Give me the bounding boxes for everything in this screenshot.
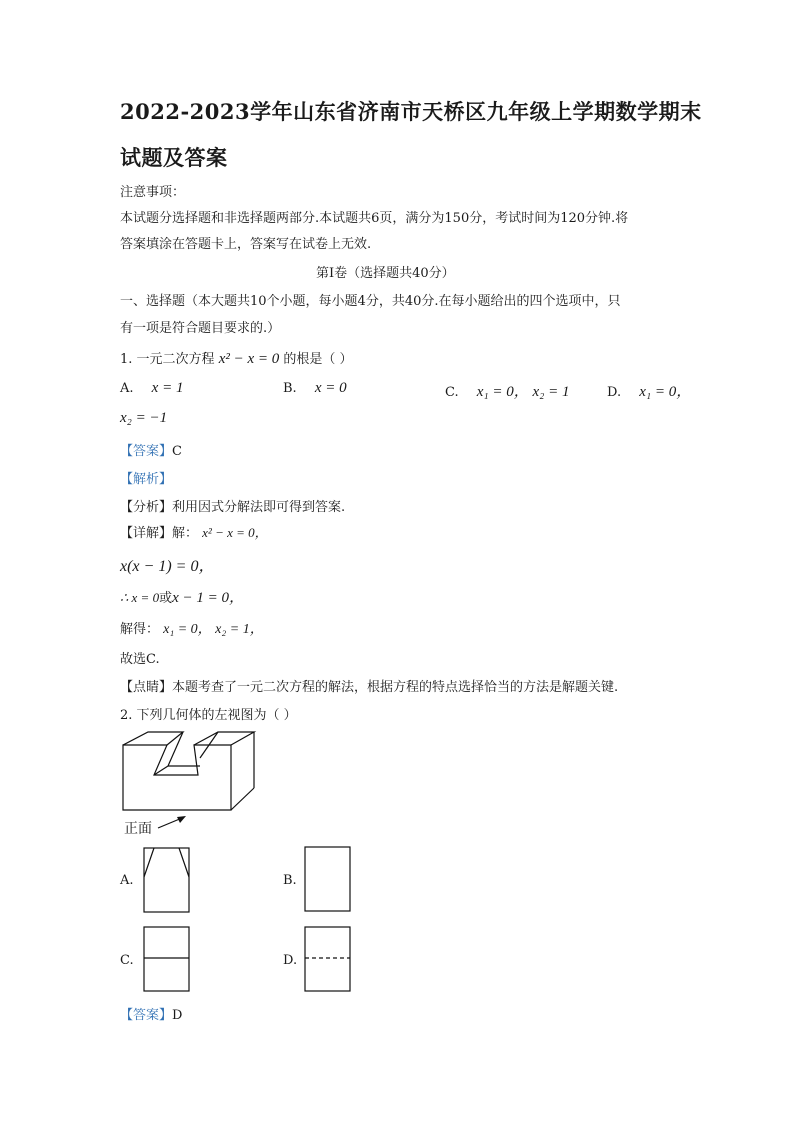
- option-text: x₁ = 0，: [639, 384, 692, 400]
- q2-answer-line: [120, 1004, 182, 1023]
- q2-option-a-figure[interactable]: [143, 847, 191, 914]
- option-b[interactable]: [283, 380, 347, 397]
- analysis-text: 【分析】利用因式分解法即可得到答案.: [120, 500, 346, 515]
- q2-option-a-letter: A.: [120, 873, 134, 888]
- option-text: x = 1: [151, 380, 184, 396]
- option-letter: A.: [120, 381, 134, 396]
- answer-value: C: [172, 444, 182, 459]
- q2-option-c-letter: C.: [120, 953, 134, 968]
- solid-figure: [118, 728, 263, 818]
- option-c[interactable]: [445, 380, 570, 401]
- front-label: 正面: [124, 821, 152, 837]
- answer-value: D: [172, 1008, 183, 1023]
- page-title: 2022-2023学年山东省济南市天桥区九年级上学期数学期末: [120, 99, 702, 124]
- q2-option-c-figure[interactable]: [143, 926, 191, 993]
- step-3-equation: x₁ = 0， x₂ = 1，: [163, 622, 264, 637]
- step-2-part-a: ∴ x = 0: [120, 590, 160, 605]
- step-2-or: 或: [159, 591, 173, 606]
- detail-line: [120, 522, 268, 541]
- analysis-tag: 【解析】: [120, 472, 173, 487]
- solution-step-2: [120, 586, 244, 607]
- solution-step-1: x(x − 1) = 0，: [120, 558, 215, 575]
- part-heading: 第Ⅰ卷（选择题共40分）: [316, 266, 455, 281]
- option-text: x = 0: [314, 380, 347, 396]
- section-heading-cont: 有一项是符合题目要求的.）: [120, 321, 281, 336]
- notice-text-cont: 答案填涂在答题卡上，答案写在试卷上无效.: [120, 237, 372, 252]
- q2-option-b-figure[interactable]: [304, 846, 352, 913]
- q2-option-d-figure[interactable]: [304, 926, 352, 993]
- detail-prefix: 【详解】解：: [120, 526, 199, 541]
- notice-heading: 注意事项：: [120, 185, 186, 200]
- solution-step-3: [120, 618, 264, 638]
- arrow-icon: [157, 812, 189, 832]
- question-1-suffix: 的根是（ ）: [283, 352, 353, 367]
- detail-equation: x² − x = 0，: [202, 525, 268, 540]
- section-heading: 一、选择题（本大题共10个小题，每小题4分，共40分.在每小题给出的四个选项中，只: [120, 294, 621, 309]
- step-3-prefix: 解得：: [120, 622, 160, 637]
- question-2-stem: 2. 下列几何体的左视图为（ ）: [120, 708, 297, 723]
- question-1-stem: [120, 348, 353, 368]
- answer-line: [120, 440, 182, 459]
- question-1-equation: x² − x = 0: [218, 351, 280, 367]
- page-title-cont: 试题及答案: [120, 145, 228, 170]
- option-letter: D.: [607, 385, 622, 400]
- option-d-cont: x₂ = −1: [120, 410, 168, 426]
- q2-option-b-letter: B.: [283, 873, 297, 888]
- option-text: x₁ = 0， x₂ = 1: [476, 384, 570, 400]
- step-2-part-b: x − 1 = 0，: [172, 590, 244, 606]
- option-letter: B.: [283, 381, 297, 396]
- option-letter: C.: [445, 385, 459, 400]
- notice-text: 本试题分选择题和非选择题两部分.本试题共6页，满分为150分，考试时间为120分钟.将: [120, 211, 629, 226]
- option-d[interactable]: [607, 380, 691, 401]
- answer-tag: 【答案】: [120, 444, 173, 459]
- option-a[interactable]: [120, 380, 183, 397]
- q2-option-d-letter: D.: [283, 953, 298, 968]
- comment: 【点睛】本题考查了一元二次方程的解法，根据方程的特点选择恰当的方法是解题关键.: [120, 680, 619, 695]
- conclusion: 故选C.: [120, 652, 160, 667]
- question-1-prefix: 1. 一元二次方程: [120, 352, 215, 367]
- answer-tag: 【答案】: [120, 1008, 173, 1023]
